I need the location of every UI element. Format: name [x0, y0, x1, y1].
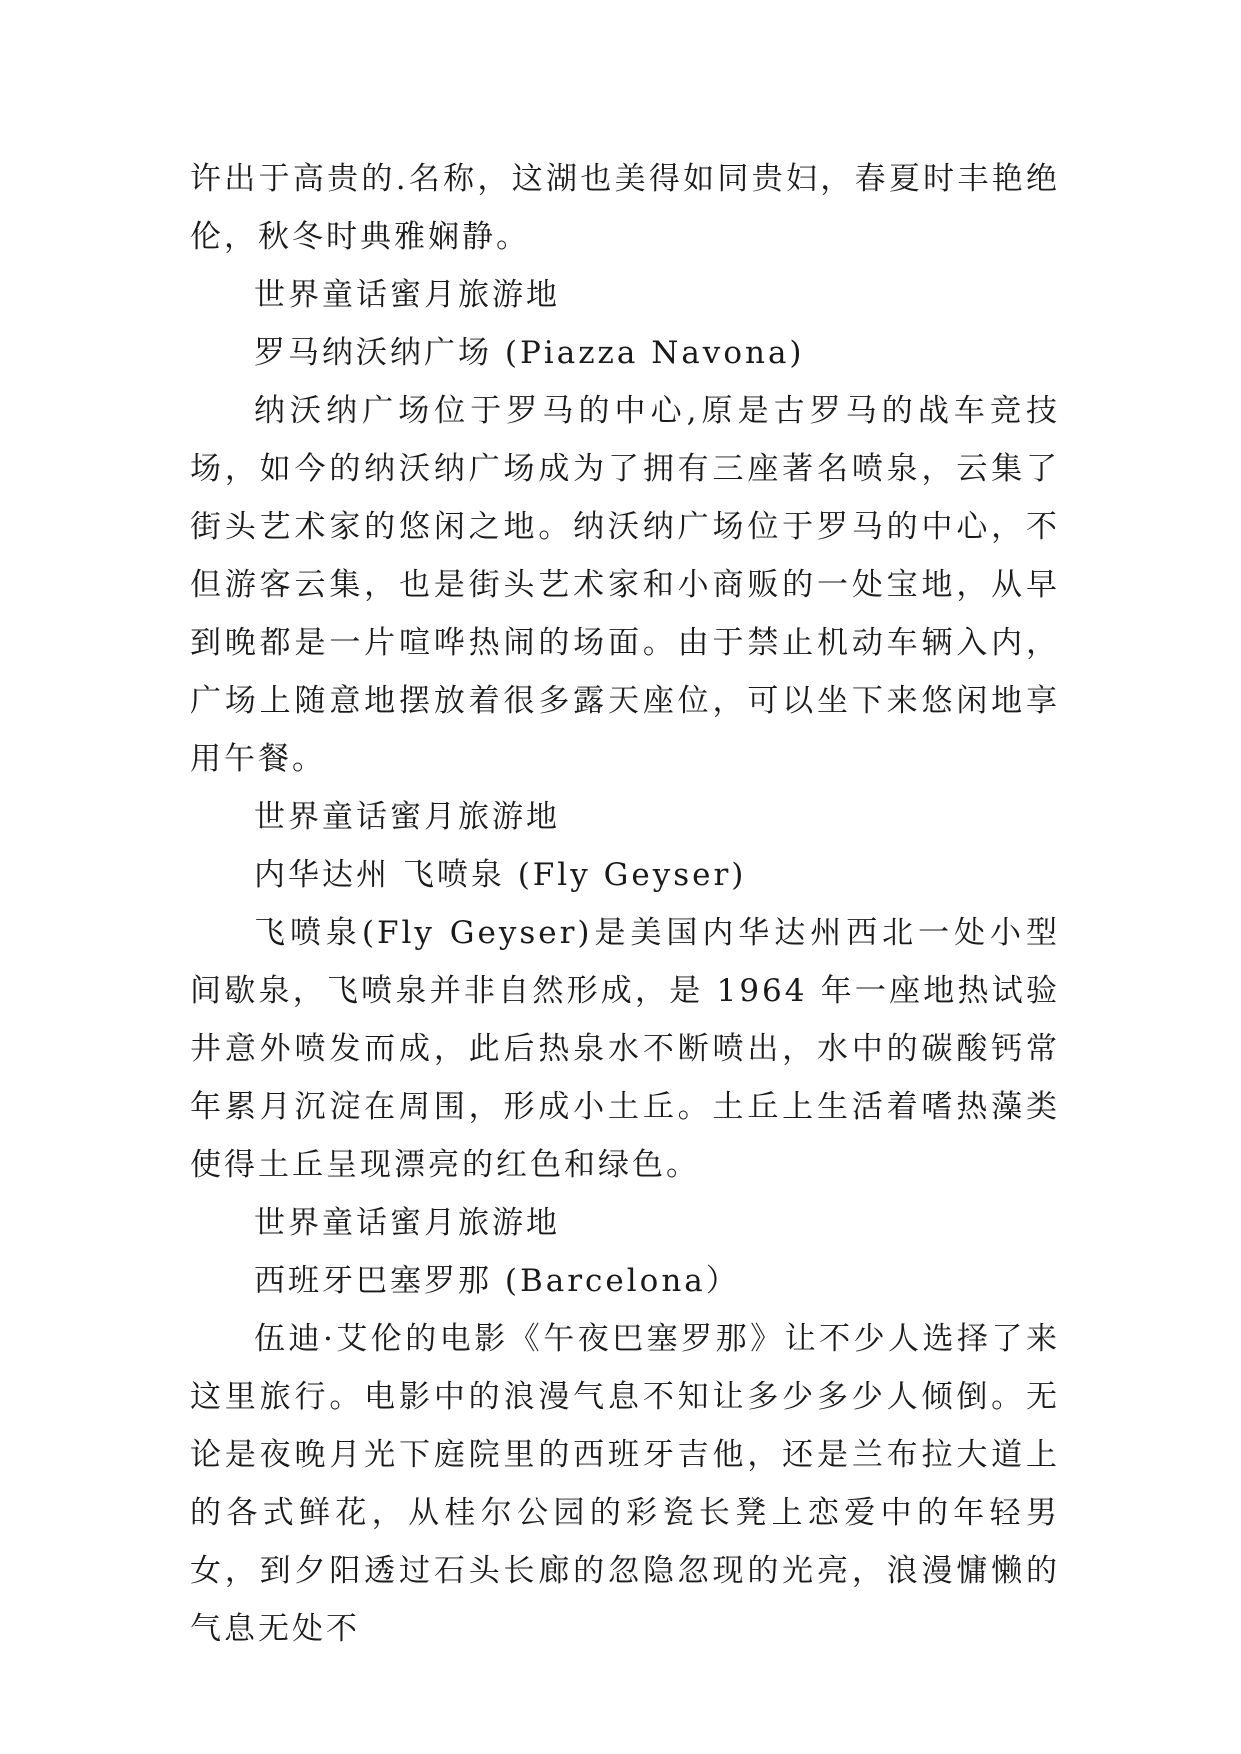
paragraph-fly-geyser: 飞喷泉(Fly Geyser)是美国内华达州西北一处小型间歇泉，飞喷泉并非自然形成，是 1964 年一座地热试验井意外喷发而成，此后热泉水不断喷出，水中的碳酸钙常年累月沉淀在周围，形成小土丘。土丘上生活着嗜热藻类使得土丘呈现漂亮的红色和绿色。 — [190, 915, 1060, 1183]
paragraph-intro-continuation: 许出于高贵的.名称，这湖也美得如同贵妇，春夏时丰艳绝伦，秋冬时典雅娴静。 — [190, 161, 1060, 255]
paragraph-piazza-navona: 纳沃纳广场位于罗马的中心,原是古罗马的战车竞技场，如今的纳沃纳广场成为了拥有三座著名喷泉，云集了街头艺术家的悠闲之地。纳沃纳广场位于罗马的中心，不但游客云集，也是街头艺术家和小商贩的一处宝地，从早到晚都是一片喧哗热闹的场面。由于禁止机动车辆入内，广场上随意地摆放着很多露天座位，可以坐下来悠闲地享用午餐。 — [190, 393, 1060, 777]
section-heading: 世界童话蜜月旅游地 — [254, 277, 560, 313]
place-title-barcelona: 西班牙巴塞罗那 (Barcelona） — [254, 1263, 740, 1299]
section-heading: 世界童话蜜月旅游地 — [254, 1205, 560, 1241]
section-heading: 世界童话蜜月旅游地 — [254, 799, 560, 835]
place-title-fly-geyser: 内华达州 飞喷泉 (Fly Geyser) — [254, 857, 747, 893]
place-title-piazza-navona: 罗马纳沃纳广场 (Piazza Navona) — [254, 335, 805, 371]
document-body — [190, 150, 1060, 1658]
paragraph-barcelona: 伍迪·艾伦的电影《午夜巴塞罗那》让不少人选择了来这里旅行。电影中的浪漫气息不知让多少多少人倾倒。无论是夜晚月光下庭院里的西班牙吉他，还是兰布拉大道上的各式鲜花，从桂尔公园的彩瓷长凳上恋爱中的年轻男女，到夕阳透过石头长廊的忽隐忽现的光亮，浪漫慵懒的气息无处不 — [190, 1321, 1060, 1647]
